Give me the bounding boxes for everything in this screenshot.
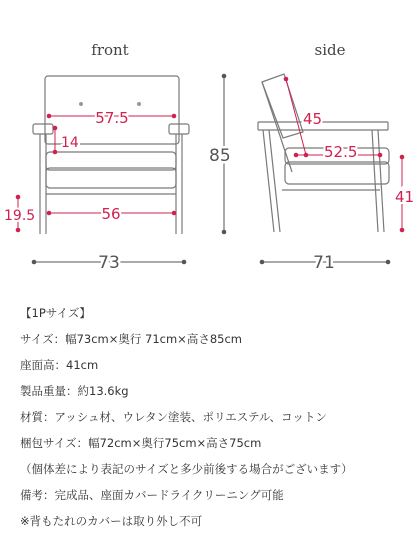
spec-size-note: （個体差により表記のサイズと多少前後する場合がございます）: [20, 462, 353, 476]
side-back-length-label: 45: [303, 110, 323, 128]
spec-cover-note: ※背もたれのカバーは取り外し不可: [20, 514, 203, 528]
spec-list: [20, 300, 415, 534]
side-dimension-lines: [222, 74, 405, 265]
side-seat-height-label: 41: [395, 188, 415, 206]
front-inner-width-label: 56: [101, 205, 121, 223]
front-seat-width-label: 57.5: [95, 109, 129, 127]
spec-size: サイズ：幅73cm×奥行 71cm×高さ85cm: [20, 332, 242, 346]
front-armrest-height-label: 14: [61, 135, 79, 151]
front-seat-height-label: 19.5: [4, 208, 36, 224]
side-total-depth-label: 71: [313, 253, 335, 273]
front-dimension-labels: [4, 109, 129, 273]
side-view-label: side: [314, 41, 346, 59]
spec-remarks: 備考：完成品、座面カバードライクリーニング可能: [20, 488, 284, 502]
spec-heading: 【1Pサイズ】: [20, 306, 91, 320]
spec-package-size: 梱包サイズ：幅72cm×奥行75cm×高さ75cm: [20, 436, 262, 450]
front-total-width-label: 73: [98, 253, 120, 273]
spec-weight: 製品重量：約13.6kg: [20, 384, 129, 398]
spec-seat-height: 座面高：41cm: [20, 358, 99, 372]
front-view-label: front: [91, 41, 129, 59]
side-dimension-labels: [209, 110, 414, 273]
side-seat-depth-label: 52.5: [324, 143, 358, 161]
spec-material: 材質：アッシュ材、ウレタン塗装、ポリエステル、コットン: [20, 410, 327, 424]
side-total-height-label: 85: [209, 146, 231, 166]
